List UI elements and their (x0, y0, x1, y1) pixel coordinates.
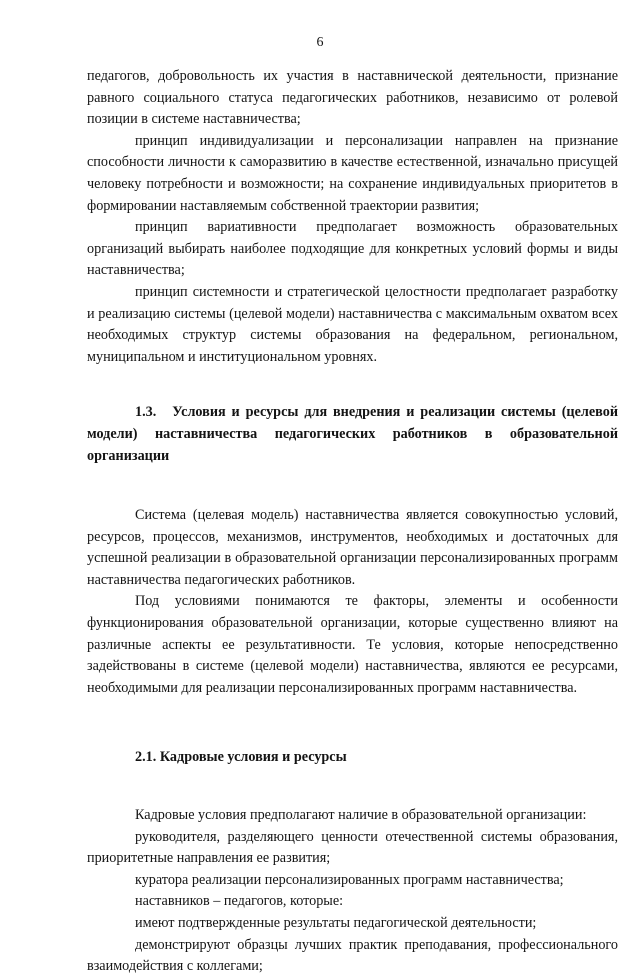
paragraph-staff-conditions: Кадровые условия предполагают наличие в образовательной организации: (135, 807, 587, 824)
paragraph-principle-variability: принцип вариативности предполагает возможность образовательных организаций выбирать наиболее подходящие для конкретных условий формы и виды наставничества; (87, 219, 618, 279)
section-title: Условия и ресурсы для внедрения и реализации системы (целевой модели) наставничества педагогических работников в образовательной организации (87, 404, 618, 464)
paragraph-conditions-definition: Под условиями понимаются те факторы, элементы и особенности функционирования образовательной организации, которые существенно влияют на различные аспекты ее результативности. Те условия, которые непосредственно задействованы в системе (целевой модели) наставничества, являются ее ресурсами, необходимыми для реализации персонализированных программ наставничества. (87, 593, 618, 696)
list-item-mentors: наставников – педагогов, которые: (135, 893, 344, 910)
page-number: 6 (316, 35, 324, 50)
section-heading-1-3 (87, 402, 618, 467)
paragraph-principle-individualization: принцип индивидуализации и персонализации направлен на признание способности личности к саморазвитию в качестве естественной, изначально присущей человеку потребности и возможности; на сохранение индивидуальных приоритетов в формировании наставляемым собственной траектории развития; (87, 132, 618, 214)
section-heading-2-1: 2.1. Кадровые условия и ресурсы (135, 749, 347, 766)
document-body (87, 66, 618, 978)
paragraph-principle-systemic: принцип системности и стратегической целостности предполагает разработку и реализацию системы (целевой модели) наставничества с максимальным охватом всех необходимых структур системы образования на федеральном, региональном, муниципальном и институциональном уровнях. (87, 283, 618, 365)
list-item-results: имеют подтвержденные результаты педагогической деятельности; (135, 915, 537, 931)
list-item-curator: куратора реализации персонализированных программ наставничества; (135, 871, 564, 888)
section-number: 1.3. (135, 404, 157, 421)
paragraph-continuation: педагогов, добровольность их участия в наставнической деятельности, признание равного социального статуса педагогических работников, независимо от ролевой позиции в системе наставничества; (87, 68, 618, 128)
paragraph-system-definition: Система (целевая модель) наставничества является совокупностью условий, ресурсов, процессов, механизмов, инструментов, необходимых и достаточных для успешной реализации в образовательной организации персонализированных программ наставничества педагогических работников. (87, 507, 618, 588)
list-item-practices: демонстрируют образцы лучших практик преподавания, профессионального взаимодействия с коллегами; (87, 936, 618, 975)
list-item-head: руководителя, разделяющего ценности отечественной системы образования, приоритетные направления ее развития; (87, 828, 618, 867)
